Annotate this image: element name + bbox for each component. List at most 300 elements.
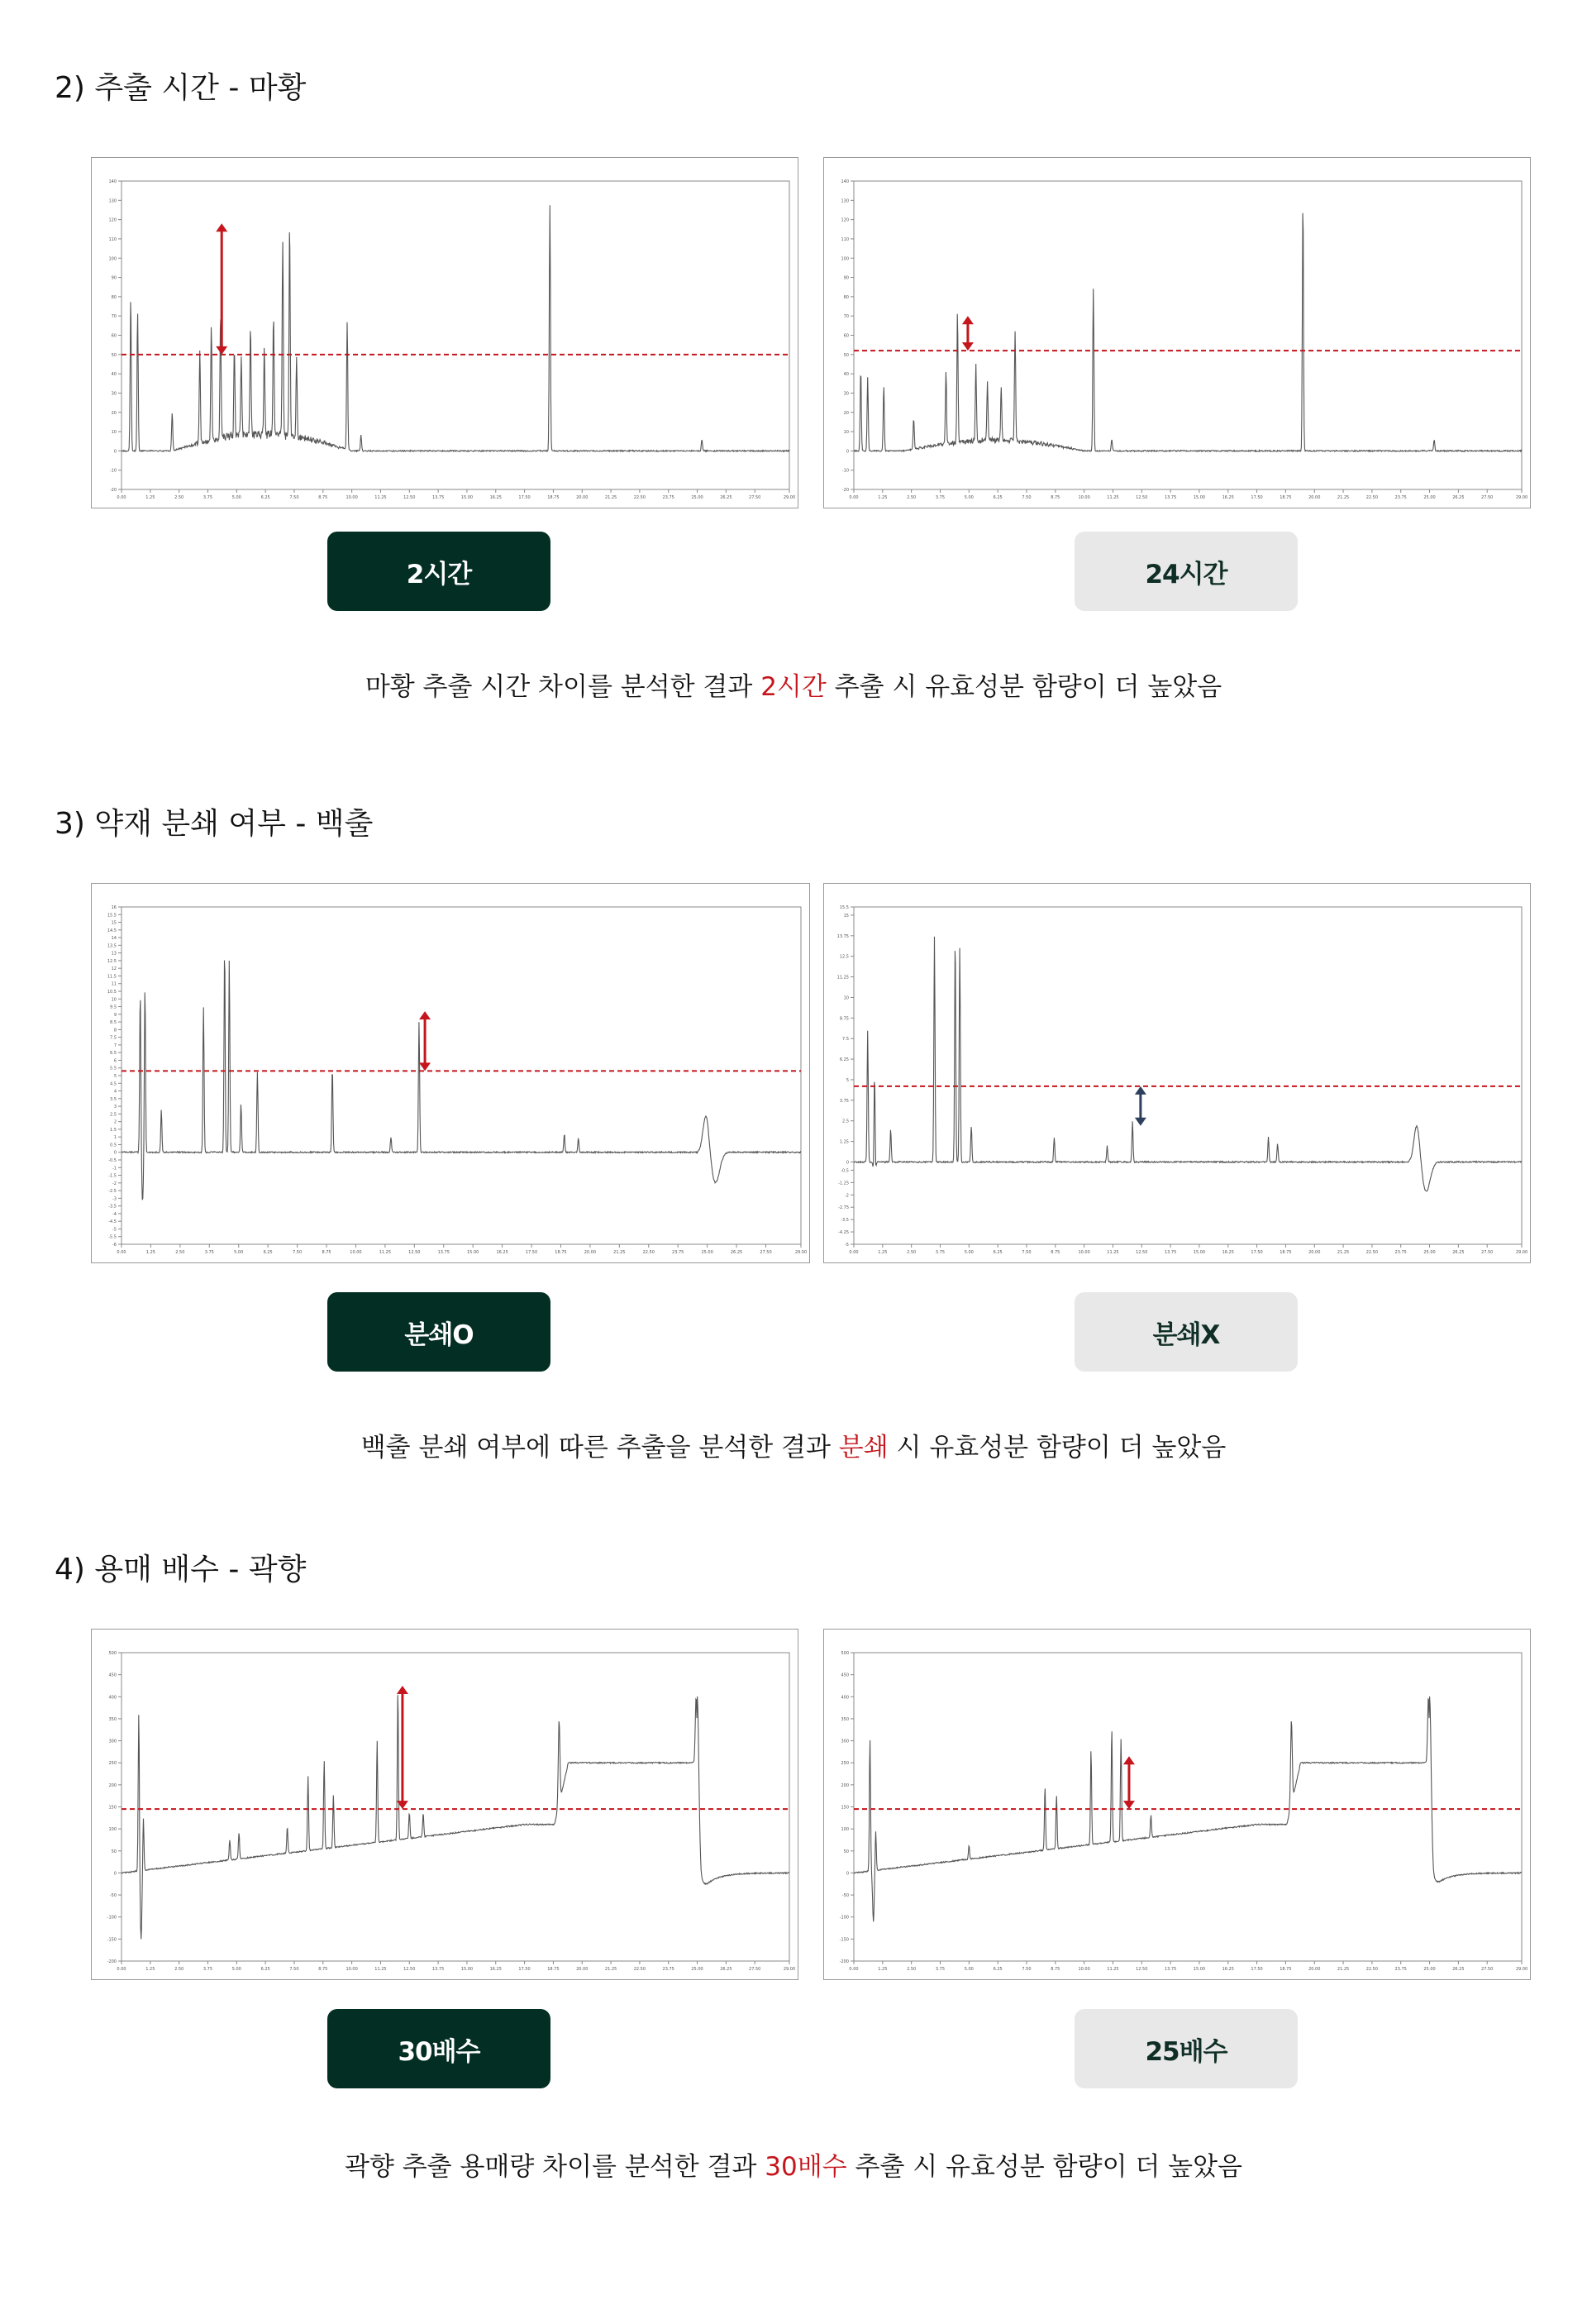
chart-svg	[92, 158, 798, 508]
y-tick-label: -200	[839, 1959, 849, 1964]
y-tick-label: 90	[111, 275, 117, 281]
x-tick-label: 11.25	[1107, 1967, 1119, 1972]
y-tick-label: 110	[841, 236, 849, 242]
x-tick-label: 17.50	[1251, 1967, 1263, 1972]
y-tick-label: 7	[113, 1043, 117, 1048]
x-tick-label: 27.50	[749, 495, 761, 500]
y-tick-label: 50	[843, 1849, 849, 1854]
x-tick-label: 15.00	[1193, 1250, 1206, 1255]
x-tick-label: 11.25	[374, 1967, 387, 1972]
x-tick-label: 8.75	[1051, 495, 1060, 500]
y-tick-label: 500	[841, 1651, 849, 1656]
x-tick-label: 7.50	[289, 1967, 299, 1972]
x-tick-label: 5.00	[964, 1250, 974, 1255]
x-tick-label: 1.25	[878, 495, 888, 500]
x-tick-label: 22.50	[633, 495, 646, 500]
y-tick-label: 10	[843, 995, 849, 1001]
x-tick-label: 5.00	[231, 495, 241, 500]
y-tick-label: 7.5	[842, 1037, 849, 1043]
x-tick-label: 6.25	[260, 1967, 270, 1972]
x-tick-label: 22.50	[1365, 1967, 1379, 1972]
y-tick-label: 1	[113, 1135, 117, 1141]
x-tick-label: 1.25	[145, 1967, 155, 1972]
x-tick-label: 27.50	[1481, 495, 1494, 500]
y-tick-label: 150	[841, 1805, 849, 1811]
caption-text: 시 유효성분 함량이 더 높았음	[888, 1433, 1227, 1463]
y-tick-label: -2	[845, 1193, 849, 1199]
x-tick-label: 10.00	[1078, 495, 1090, 500]
y-tick-label: 120	[108, 217, 117, 223]
x-tick-label: 25.00	[1423, 1967, 1436, 1972]
x-tick-label: 13.75	[437, 1250, 450, 1255]
y-tick-label: 0	[113, 1150, 117, 1156]
label-2h: 2시간	[327, 532, 550, 611]
y-tick-label: 15.5	[839, 905, 849, 910]
chromatogram-trace	[854, 937, 1522, 1191]
x-tick-label: 26.25	[720, 1967, 732, 1972]
x-tick-label: 23.75	[1394, 495, 1407, 500]
x-tick-label: 25.00	[691, 495, 703, 500]
x-tick-label: 5.00	[964, 1967, 974, 1972]
arrow-head-up	[216, 223, 227, 231]
caption-text: 추출 시 유효성분 함량이 더 높았음	[846, 2152, 1243, 2182]
x-tick-label: 0.00	[849, 495, 859, 500]
chart-svg	[92, 1630, 798, 1979]
y-tick-label: -3	[112, 1196, 117, 1202]
y-tick-label: 10	[111, 430, 117, 436]
x-tick-label: 23.75	[662, 1967, 674, 1972]
x-tick-label: 0.00	[117, 495, 126, 500]
y-tick-label: 10	[111, 997, 117, 1003]
y-tick-label: 50	[111, 352, 117, 358]
x-tick-label: 25.00	[701, 1250, 713, 1255]
arrow-head-down	[1135, 1118, 1146, 1126]
x-tick-label: 20.00	[584, 1250, 597, 1255]
arrow-head-up	[419, 1011, 431, 1019]
arrow-head-up	[397, 1686, 408, 1694]
y-tick-label: -10	[841, 468, 849, 474]
x-tick-label: 7.50	[1022, 495, 1032, 500]
x-tick-label: 26.25	[1452, 1250, 1465, 1255]
x-tick-label: 20.00	[576, 1967, 589, 1972]
chromatogram-baekchul-unground	[823, 883, 1531, 1263]
x-tick-label: 18.75	[555, 1250, 567, 1255]
y-tick-label: 50	[843, 352, 849, 358]
x-tick-label: 27.50	[749, 1967, 761, 1972]
x-tick-label: 3.75	[204, 1250, 214, 1255]
y-tick-label: 10.5	[107, 990, 117, 995]
x-tick-label: 13.75	[431, 1967, 445, 1972]
x-tick-label: 8.75	[1051, 1967, 1060, 1972]
y-tick-label: 6	[113, 1058, 117, 1064]
x-tick-label: 2.50	[907, 1250, 917, 1255]
x-tick-label: 8.75	[318, 1967, 328, 1972]
y-tick-label: 4.5	[110, 1081, 117, 1087]
x-tick-label: 16.25	[1222, 495, 1234, 500]
x-tick-label: 21.25	[1337, 1250, 1350, 1255]
caption	[0, 2145, 1587, 2183]
section-title: 4) 용매 배수 - 곽향	[55, 1553, 307, 1587]
x-tick-label: 29.00	[1515, 1250, 1528, 1255]
x-tick-label: 6.25	[263, 1250, 273, 1255]
x-tick-label: 23.75	[1394, 1967, 1407, 1972]
y-tick-label: -200	[107, 1959, 117, 1964]
x-tick-label: 20.00	[1308, 1967, 1321, 1972]
x-tick-label: 1.25	[145, 1250, 156, 1255]
y-tick-label: 3	[113, 1105, 117, 1110]
x-tick-label: 1.25	[878, 1967, 888, 1972]
x-tick-label: 25.00	[691, 1967, 703, 1972]
x-tick-label: 13.75	[1164, 495, 1177, 500]
y-tick-label: 3.75	[839, 1098, 849, 1104]
y-tick-label: 3.5	[110, 1096, 117, 1102]
y-tick-label: 1.25	[839, 1139, 849, 1145]
y-tick-label: 20	[843, 410, 849, 416]
x-tick-label: 12.50	[403, 495, 416, 500]
y-tick-label: 450	[841, 1673, 849, 1678]
x-tick-label: 29.00	[783, 495, 796, 500]
plot-area	[854, 1653, 1522, 1961]
y-tick-label: -0.5	[108, 1158, 117, 1163]
y-tick-label: -150	[839, 1937, 849, 1943]
y-tick-label: -2	[112, 1181, 117, 1186]
y-tick-label: -1	[112, 1166, 117, 1172]
x-tick-label: 5.00	[964, 495, 974, 500]
label-ground: 분쇄O	[327, 1292, 550, 1372]
x-tick-label: 16.25	[489, 1967, 502, 1972]
y-tick-label: -2.5	[108, 1189, 117, 1195]
y-tick-label: 350	[841, 1716, 849, 1722]
y-tick-label: 0	[846, 1871, 849, 1877]
y-tick-label: -4.5	[108, 1219, 117, 1225]
y-tick-label: 100	[108, 1827, 117, 1833]
x-tick-label: 29.00	[794, 1250, 808, 1255]
y-tick-label: 100	[108, 256, 117, 262]
x-tick-label: 20.00	[1308, 495, 1321, 500]
y-tick-label: -150	[107, 1937, 117, 1943]
x-tick-label: 15.00	[1193, 1967, 1206, 1972]
x-tick-label: 2.50	[907, 495, 917, 500]
y-tick-label: 400	[108, 1695, 117, 1701]
y-tick-label: -4.25	[838, 1230, 849, 1236]
x-tick-label: 6.25	[993, 495, 1003, 500]
y-tick-label: 12	[111, 966, 117, 972]
x-tick-label: 11.25	[374, 495, 387, 500]
y-tick-label: -50	[109, 1893, 117, 1899]
x-tick-label: 18.75	[1280, 1967, 1292, 1972]
arrow-head-down	[962, 342, 974, 351]
y-tick-label: 0	[846, 449, 849, 455]
y-tick-label: -2.75	[838, 1205, 849, 1211]
chromatogram-trace	[854, 213, 1522, 451]
x-tick-label: 6.25	[260, 495, 270, 500]
x-tick-label: 26.25	[730, 1250, 743, 1255]
x-tick-label: 18.75	[547, 1967, 560, 1972]
x-tick-label: 8.75	[322, 1250, 331, 1255]
y-tick-label: 100	[841, 256, 849, 262]
chart-svg	[824, 1630, 1530, 1979]
y-tick-label: 90	[843, 275, 849, 281]
label-24h: 24시간	[1075, 532, 1298, 611]
label-30x: 30배수	[327, 2009, 550, 2088]
x-tick-label: 29.00	[1515, 495, 1528, 500]
chromatogram-kwakhyang-25x	[823, 1629, 1531, 1980]
section-title: 3) 약재 분쇄 여부 - 백출	[55, 807, 374, 841]
y-tick-label: 70	[111, 314, 117, 320]
y-tick-label: 15.5	[107, 913, 117, 919]
y-tick-label: 130	[108, 198, 117, 204]
x-tick-label: 7.50	[1022, 1967, 1032, 1972]
arrow-head-down	[216, 346, 227, 355]
x-tick-label: 22.50	[1365, 1250, 1379, 1255]
chromatogram-kwakhyang-30x	[91, 1629, 798, 1980]
y-tick-label: 500	[108, 1651, 117, 1656]
caption	[0, 1426, 1587, 1463]
y-tick-label: 300	[108, 1739, 117, 1744]
x-tick-label: 2.50	[907, 1967, 917, 1972]
x-tick-label: 16.25	[1222, 1250, 1234, 1255]
x-tick-label: 7.50	[289, 495, 299, 500]
x-tick-label: 15.00	[467, 1250, 479, 1255]
x-tick-label: 21.25	[613, 1250, 626, 1255]
x-tick-label: 21.25	[604, 1967, 617, 1972]
y-tick-label: -100	[839, 1915, 849, 1921]
y-tick-label: 11.5	[107, 974, 117, 980]
x-tick-label: 10.00	[1078, 1967, 1090, 1972]
chromatogram-trace	[122, 961, 801, 1200]
x-tick-label: 3.75	[935, 495, 946, 500]
y-tick-label: 250	[841, 1761, 849, 1767]
caption-text: 마황 추출 시간 차이를 분석한 결과	[365, 672, 761, 702]
x-tick-label: 10.00	[1078, 1250, 1090, 1255]
y-tick-label: 110	[108, 236, 117, 242]
y-tick-label: 13.5	[107, 943, 117, 949]
y-tick-label: -100	[107, 1915, 117, 1921]
x-tick-label: 29.00	[783, 1967, 796, 1972]
y-tick-label: 140	[108, 179, 117, 184]
x-tick-label: 17.50	[525, 1250, 538, 1255]
chromatogram-trace	[122, 1695, 789, 1939]
x-tick-label: 6.25	[993, 1250, 1003, 1255]
chart-svg	[824, 158, 1530, 508]
y-tick-label: 50	[111, 1849, 117, 1854]
x-tick-label: 0.00	[117, 1250, 126, 1255]
y-tick-label: 5.5	[110, 1066, 117, 1071]
chromatogram-mahwang-2h	[91, 157, 798, 508]
y-tick-label: -1.25	[838, 1181, 849, 1186]
x-tick-label: 7.50	[1022, 1250, 1032, 1255]
x-tick-label: 18.75	[1280, 1250, 1292, 1255]
x-tick-label: 20.00	[1308, 1250, 1321, 1255]
x-tick-label: 10.00	[350, 1250, 362, 1255]
y-tick-label: 40	[111, 372, 117, 378]
x-tick-label: 12.50	[403, 1967, 416, 1972]
chart-svg	[824, 884, 1530, 1262]
x-tick-label: 21.25	[1337, 495, 1350, 500]
caption-highlight: 30배수	[765, 2152, 847, 2182]
chart-svg	[92, 884, 809, 1262]
x-tick-label: 27.50	[1481, 1967, 1494, 1972]
x-tick-label: 23.75	[672, 1250, 684, 1255]
x-tick-label: 29.00	[1515, 1967, 1528, 1972]
y-tick-label: -6	[112, 1243, 117, 1248]
caption-highlight: 2시간	[760, 672, 827, 702]
y-tick-label: -4	[112, 1211, 117, 1217]
x-tick-label: 17.50	[518, 495, 531, 500]
y-tick-label: 40	[843, 372, 849, 378]
y-tick-label: 350	[108, 1716, 117, 1722]
label-unground: 분쇄X	[1075, 1292, 1298, 1372]
x-tick-label: 3.75	[203, 495, 213, 500]
y-tick-label: -10	[109, 468, 117, 474]
arrow-head-down	[397, 1801, 408, 1809]
y-tick-label: 300	[841, 1739, 849, 1744]
y-tick-label: 2	[113, 1119, 117, 1125]
y-tick-label: 30	[111, 391, 117, 397]
y-tick-label: -3.5	[841, 1218, 849, 1224]
y-tick-label: 10	[843, 430, 849, 436]
x-tick-label: 15.00	[460, 1967, 474, 1972]
y-tick-label: 8.5	[110, 1020, 117, 1026]
x-tick-label: 20.00	[576, 495, 589, 500]
x-tick-label: 15.00	[460, 495, 474, 500]
y-tick-label: 7.5	[110, 1035, 117, 1041]
x-tick-label: 16.25	[489, 495, 502, 500]
y-tick-label: 15	[111, 920, 117, 926]
y-tick-label: 140	[841, 179, 849, 184]
y-tick-label: 8.75	[839, 1016, 849, 1022]
y-tick-label: -5.5	[108, 1234, 117, 1240]
arrow-head-up	[1123, 1756, 1135, 1764]
x-tick-label: 11.25	[1107, 1250, 1119, 1255]
y-tick-label: 80	[843, 294, 849, 300]
y-tick-label: 12.5	[839, 954, 849, 960]
plot-area	[122, 1653, 789, 1961]
x-tick-label: 25.00	[1423, 495, 1436, 500]
x-tick-label: 18.75	[1280, 495, 1292, 500]
x-tick-label: 10.00	[346, 495, 358, 500]
y-tick-label: 60	[843, 333, 849, 339]
y-tick-label: 6.25	[839, 1057, 849, 1063]
x-tick-label: 22.50	[633, 1967, 646, 1972]
x-tick-label: 13.75	[1164, 1967, 1177, 1972]
y-tick-label: 14	[111, 936, 117, 942]
label-25x: 25배수	[1075, 2009, 1298, 2088]
x-tick-label: 3.75	[935, 1250, 946, 1255]
y-tick-label: -5	[112, 1227, 117, 1233]
y-tick-label: 11.25	[836, 975, 849, 981]
y-tick-label: -20	[841, 488, 849, 493]
x-tick-label: 7.50	[293, 1250, 303, 1255]
x-tick-label: 13.75	[431, 495, 445, 500]
y-tick-label: 11	[111, 981, 117, 987]
x-tick-label: 12.50	[1136, 1250, 1148, 1255]
y-tick-label: 2.5	[842, 1119, 849, 1124]
y-tick-label: 15	[843, 913, 849, 919]
y-tick-label: 12.5	[107, 958, 117, 964]
x-tick-label: 0.00	[849, 1250, 859, 1255]
x-tick-label: 26.25	[720, 495, 732, 500]
x-tick-label: 10.00	[346, 1967, 358, 1972]
x-tick-label: 12.50	[1136, 1967, 1148, 1972]
chromatogram-mahwang-24h	[823, 157, 1531, 508]
arrow-head-up	[1135, 1086, 1146, 1095]
y-tick-label: 0	[113, 1871, 117, 1877]
y-tick-label: 8	[113, 1028, 117, 1033]
x-tick-label: 12.50	[408, 1250, 421, 1255]
x-tick-label: 0.00	[117, 1967, 126, 1972]
chromatogram-baekchul-ground	[91, 883, 810, 1263]
x-tick-label: 26.25	[1452, 495, 1465, 500]
y-tick-label: 20	[111, 410, 117, 416]
x-tick-label: 25.00	[1423, 1250, 1436, 1255]
caption-text: 백출 분쇄 여부에 따른 추출을 분석한 결과	[360, 1433, 839, 1463]
x-tick-label: 26.25	[1452, 1967, 1465, 1972]
x-tick-label: 22.50	[642, 1250, 655, 1255]
y-tick-label: -1.5	[108, 1173, 117, 1179]
y-tick-label: 400	[841, 1695, 849, 1701]
x-tick-label: 15.00	[1193, 495, 1206, 500]
x-tick-label: 17.50	[1251, 495, 1263, 500]
x-tick-label: 16.25	[1222, 1967, 1234, 1972]
x-tick-label: 2.50	[174, 1967, 184, 1972]
y-tick-label: 100	[841, 1827, 849, 1833]
y-tick-label: 450	[108, 1673, 117, 1678]
x-tick-label: 1.25	[145, 495, 155, 500]
x-tick-label: 22.50	[1365, 495, 1379, 500]
y-tick-label: -3.5	[108, 1204, 117, 1210]
y-tick-label: -5	[845, 1243, 849, 1248]
arrow-head-down	[419, 1062, 431, 1071]
y-tick-label: 1.5	[110, 1127, 117, 1133]
y-tick-label: 5	[113, 1074, 117, 1079]
arrow-head-down	[1123, 1801, 1135, 1809]
x-tick-label: 17.50	[1251, 1250, 1263, 1255]
y-tick-label: 0.5	[110, 1143, 117, 1148]
caption	[0, 666, 1587, 703]
y-tick-label: 0	[846, 1160, 849, 1166]
x-tick-label: 5.00	[231, 1967, 241, 1972]
y-tick-label: 0	[113, 449, 117, 455]
x-tick-label: 5.00	[234, 1250, 244, 1255]
x-tick-label: 11.25	[1107, 495, 1119, 500]
y-tick-label: -50	[841, 1893, 849, 1899]
arrow-head-up	[962, 316, 974, 324]
y-tick-label: -20	[109, 488, 117, 493]
x-tick-label: 21.25	[1337, 1967, 1350, 1972]
section-title: 2) 추출 시간 - 마황	[55, 71, 307, 105]
y-tick-label: 6.5	[110, 1051, 117, 1057]
y-tick-label: 9	[113, 1012, 117, 1018]
x-tick-label: 8.75	[318, 495, 328, 500]
x-tick-label: 16.25	[496, 1250, 508, 1255]
y-tick-label: 14.5	[107, 928, 117, 933]
x-tick-label: 18.75	[547, 495, 560, 500]
x-tick-label: 3.75	[935, 1967, 946, 1972]
caption-highlight: 분쇄	[838, 1433, 889, 1463]
x-tick-label: 8.75	[1051, 1250, 1060, 1255]
y-tick-label: 200	[108, 1782, 117, 1788]
y-tick-label: 30	[843, 391, 849, 397]
y-tick-label: 13	[111, 951, 117, 957]
y-tick-label: 16	[111, 905, 117, 910]
y-tick-label: 9.5	[110, 1005, 117, 1010]
x-tick-label: 2.50	[175, 1250, 185, 1255]
y-tick-label: -0.5	[841, 1168, 849, 1174]
x-tick-label: 0.00	[849, 1967, 859, 1972]
y-tick-label: 2.5	[110, 1112, 117, 1118]
x-tick-label: 6.25	[993, 1967, 1003, 1972]
